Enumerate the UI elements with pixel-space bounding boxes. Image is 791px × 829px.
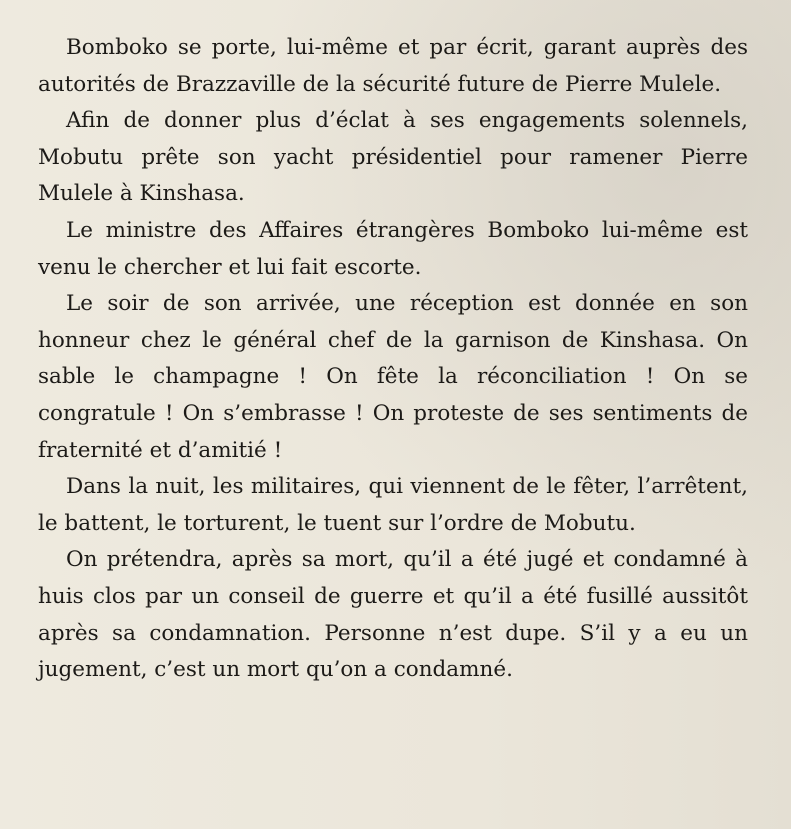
paragraph-5: Dans la nuit, les militaires, qui viennent de le fêter, l’arrêtent, le battent, le torturent, le tuent sur l’ordre de Mobutu.: [38, 474, 748, 536]
paragraph-2: Afin de donner plus d’éclat à ses engagements solennels, Mobutu prête son yacht présidentiel pour ramener Pierre Mulele à Kinshasa.: [38, 108, 748, 207]
paragraph-1: Bomboko se porte, lui-même et par écrit, garant auprès des autorités de Brazzaville de la sécurité future de Pierre Mulele.: [38, 35, 748, 97]
paragraph-4: Le soir de son arrivée, une réception est donnée en son honneur chez le général chef de la garnison de Kinshasa. On sable le champagne ! On fête la réconciliation ! On se congratule ! On s’embrasse ! On proteste de ses sentiments de fraternité et d’amitié !: [38, 291, 748, 463]
paragraph-3: Le ministre des Affaires étrangères Bomboko lui-même est venu le chercher et lui fait escorte.: [38, 217, 748, 280]
paragraph-6: On prétendra, après sa mort, qu’il a été jugé et condamné à huis clos par un conseil de guerre et qu’il a été fusillé aussitôt après sa condamnation. Personne n’est dupe. S’il y a eu un jugement, c’est un mort qu’on a condamné.: [38, 547, 748, 683]
page-text: [38, 30, 748, 689]
